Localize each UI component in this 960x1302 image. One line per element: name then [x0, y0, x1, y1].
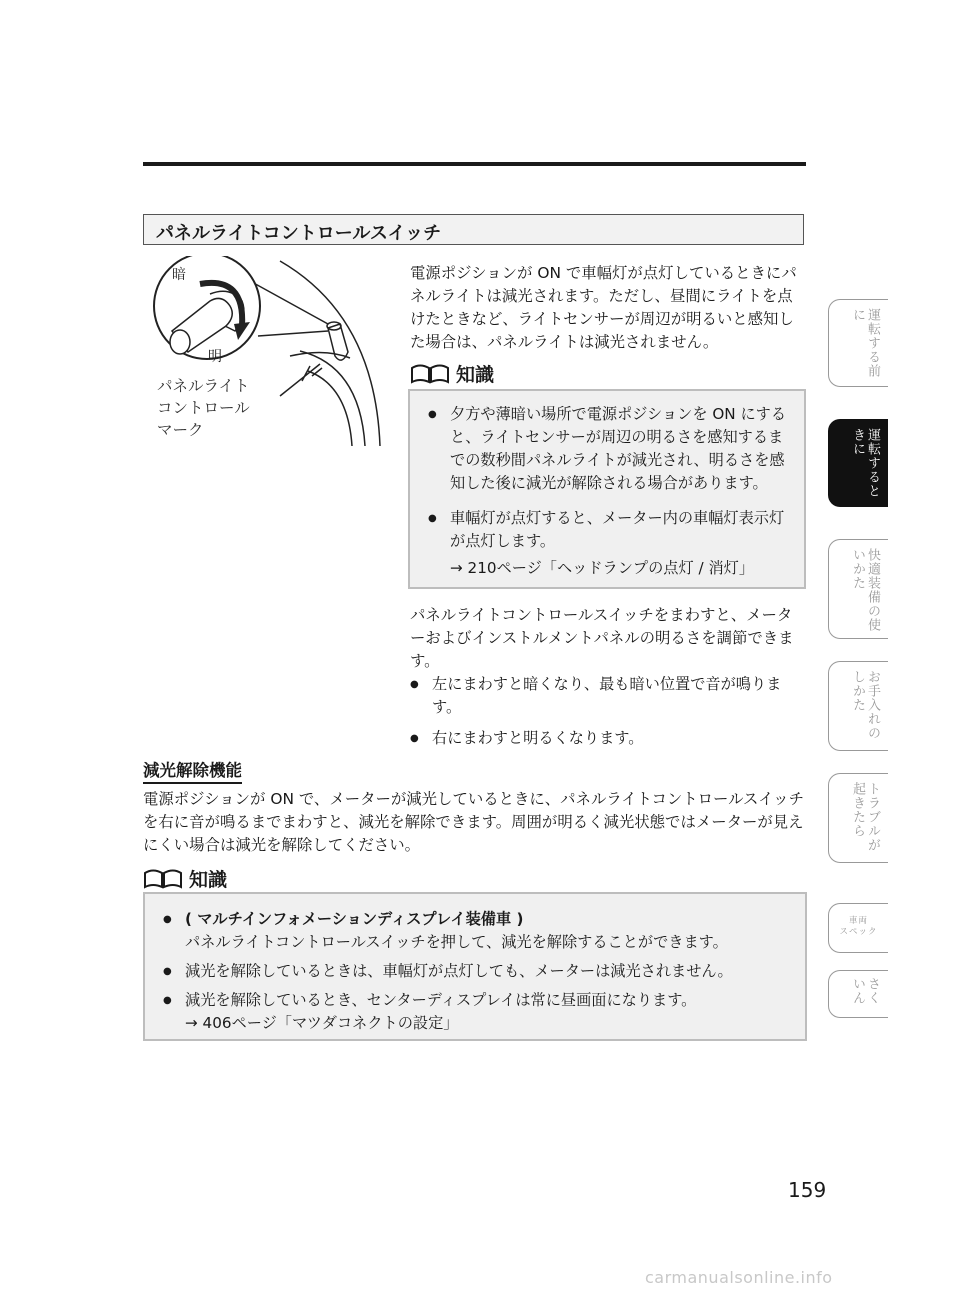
top-rule: [143, 162, 806, 166]
knowledge-label: 知識: [189, 869, 228, 891]
adjust-item: ● 右にまわすと明るくなります。: [410, 727, 805, 750]
adjust-item: ● 左にまわすと暗くなり、最も暗い位置で音が鳴ります。: [410, 673, 805, 719]
page-reference: → 406ページ「マツダコネクトの設定」: [185, 1014, 459, 1032]
chapter-tabs: [828, 0, 890, 1302]
figure-caption: [157, 375, 250, 441]
knowledge-box-2: [143, 892, 807, 1041]
book-icon: [410, 362, 450, 386]
tab-maintenance[interactable]: [828, 661, 888, 751]
bright-label: 明: [208, 349, 222, 365]
knowledge-item: ● 夕方や薄暗い場所で電源ポジションを ON にすると、ライトセンサーが周辺の明るさを感知するまでの数秒間パネルライトが減光され、明るさを感知した後に減光が解除される場合があります。: [428, 403, 798, 495]
tab-label: さくいん: [850, 977, 880, 1005]
knowledge-item: ● 減光を解除しているときは、車幅灯が点灯しても、メーターは減光されません。: [163, 960, 793, 983]
watermark: carmanualsonline.info: [645, 1268, 833, 1287]
knowledge-box-1: [408, 389, 806, 589]
tab-label-line: スペック: [839, 927, 878, 937]
tab-specifications[interactable]: [828, 903, 888, 953]
tab-label: 運転する前に: [850, 308, 880, 378]
tab-troubleshooting[interactable]: [828, 773, 888, 863]
caption-line: コントロール: [157, 399, 250, 417]
tab-label: トラブルが起きたら: [850, 782, 880, 852]
tab-before-driving[interactable]: [828, 299, 888, 387]
tab-label: 快適装備の使いかた: [850, 548, 880, 632]
tab-while-driving[interactable]: [828, 419, 888, 507]
intro-paragraph: 電源ポジションが ON で車幅灯が点灯しているときにパネルライトは減光されます。ただし、昼間にライトを点けたときなど、ライトセンサーが周辺が明るいと感知した場合は、パネルライトは減光されません。: [410, 264, 797, 351]
tab-comfort-features[interactable]: [828, 539, 888, 639]
caption-line: マーク: [157, 421, 204, 439]
page-reference: → 210ページ「ヘッドランプの点灯 / 消灯」: [450, 559, 755, 577]
tab-index[interactable]: [828, 970, 888, 1018]
cancel-paragraph: 電源ポジションが ON で、メーターが減光しているときに、パネルライトコントロールスイッチを右に音が鳴るまでまわすと、減光を解除できます。周囲が明るく減光状態ではメーターが見えにくい場合は減光を解除してください。: [143, 790, 804, 854]
dark-label: 暗: [172, 267, 186, 283]
book-icon: [143, 867, 183, 891]
knowledge-item-title: ● ( マルチインフォメーションディスプレイ装備車 ): [163, 908, 793, 931]
section-header: [143, 214, 804, 245]
adjust-paragraph: パネルライトコントロールスイッチをまわすと、メーターおよびインストルメントパネルの明るさを調節できます。: [410, 606, 794, 670]
tab-label-line: 車両: [848, 916, 868, 926]
knowledge-label: 知識: [456, 364, 495, 386]
tab-label: [829, 916, 888, 938]
section-title: パネルライトコントロールスイッチ: [156, 223, 442, 244]
tab-label: 運転するときに: [850, 428, 880, 498]
caption-line: パネルライト: [157, 377, 250, 395]
knowledge-item: ● 減光を解除しているとき、センターディスプレイは常に昼画面になります。: [163, 989, 793, 1012]
page-number: 159: [788, 1178, 827, 1202]
adjust-bullets: [410, 673, 805, 750]
knowledge-item-body: パネルライトコントロールスイッチを押して、減光を解除することができます。: [185, 933, 728, 951]
knowledge-heading-2: [143, 865, 227, 892]
knowledge-heading-1: [410, 360, 494, 387]
tab-label: お手入れのしかた: [850, 670, 880, 740]
knowledge-item: ● 車幅灯が点灯すると、メーター内の車幅灯表示灯が点灯します。: [428, 507, 798, 553]
subheading: 減光解除機能: [143, 757, 242, 784]
